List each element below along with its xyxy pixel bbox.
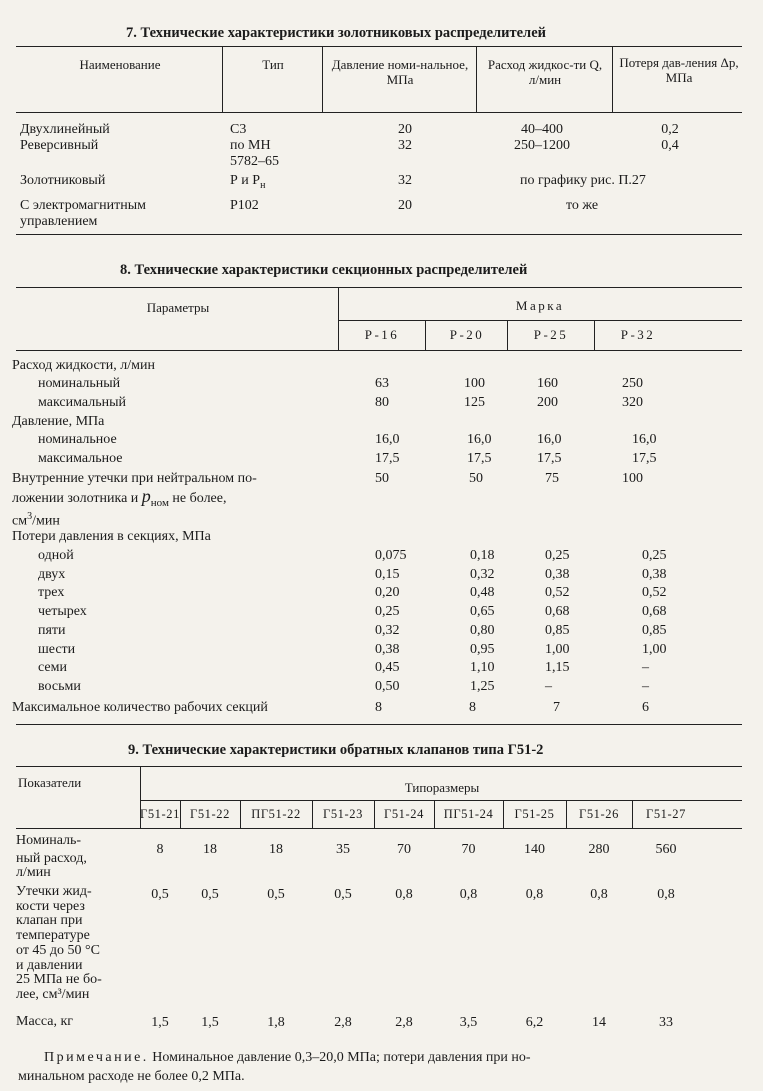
table8-flow-max-p16: 80 [375,395,389,410]
table8-loss-row-label: шести [38,641,76,657]
table9-model-header: Г51-23 [323,807,363,821]
table8-leak-p25: 75 [545,471,559,486]
table8-loss-row-value: 0,38 [642,566,667,582]
table8-loss-row-value: 0,52 [642,585,667,601]
table8-pressure-max-p25: 17,5 [537,451,562,466]
table7-row3-type [230,172,265,194]
table8-leak-unit-sup: 3 [27,511,33,522]
table8-loss-row-value: 0,18 [470,548,495,563]
table8-leak-p32: 100 [622,471,643,486]
table8-loss-row-value: 0,48 [470,585,495,601]
table8-pressure-nominal-p16: 16,0 [375,432,400,447]
table7-row4-span: то же [566,198,599,213]
table9-header-sizes: Типоразмеры [404,780,480,795]
table8-loss-row-value: 0,25 [545,548,570,563]
footnote-text-1: Номинальное давление 0,3–20,0 МПа; потери давления при но- [152,1050,531,1065]
table8-leak-unit: см [12,513,28,529]
table7-row1-name: Двухлинейный [20,122,110,137]
table8-loss-row-value: 0,68 [642,604,667,620]
table9-model-header: Г51-21 [140,807,180,821]
table8-divider [594,320,595,350]
table8-flow-nominal-p16: 63 [375,376,389,391]
table8-divider [338,287,339,350]
table8-divider [425,320,426,350]
table7-header-name: Наименование [79,57,161,72]
table9-row-value: 35 [336,842,350,857]
table8-loss-row-value: 0,38 [375,641,400,657]
table9-model-header: Г51-24 [384,807,424,821]
table9-row-value: 2,8 [395,1015,413,1030]
table8-leak-line2-text: ложении золотника и [12,491,139,506]
table7-bottom-rule [16,234,742,235]
table9-row-label-line: от 45 до 50 °С [16,942,100,958]
table9-row-value: 14 [592,1015,606,1030]
table9-row-value: 18 [269,842,283,857]
table8-brand-p16: Р-16 [364,327,400,342]
table8-loss-row-value: – [642,678,649,694]
table8-loss-row-value: 0,68 [545,604,570,620]
table8-loss-row-value: – [545,678,552,694]
table9-row-value: 0,8 [590,887,608,902]
table7-divider [612,46,613,112]
table9-row-label-line: температуре [16,928,90,944]
table9-row-value: 0,8 [459,887,478,902]
table8-loss-row-label: семи [38,660,67,676]
table8-loss-row-value: 1,15 [545,660,570,676]
table7-header-flow: Расход жидкос-ти Q, л/мин [487,57,603,87]
table9-row-value: 0,5 [267,887,285,902]
table8-loss-row-value: 0,32 [470,566,495,582]
table8-loss-row-value: 0,075 [375,548,407,563]
table7-header-rule [16,112,742,113]
table7-header-loss: Потеря дав-ления Δp, МПа [619,55,739,85]
table7-top-rule [16,46,742,47]
table8-pressure-max-label: максимальное [38,451,123,466]
table9-row-value: 1,5 [151,1015,169,1030]
table9-row-label-line: Утечки жид- [16,884,92,899]
table7-row2-type: по МН [230,138,271,153]
table8-header-params: Параметры [146,300,210,315]
table9-title: 9. Технические характеристики обратных клапанов типа Г51-2 [128,742,544,758]
table8-loss-row-value: 0,32 [375,622,400,638]
table8-max-label: Максимальное количество рабочих секций [12,700,268,715]
table8-leak-line2-tail: не более, [172,491,227,506]
table8-leak-p16: 50 [375,471,389,486]
table8-header-rule [16,350,742,351]
table9-sizes-rule [140,800,742,801]
table8-pressure-max-p20: 17,5 [467,451,492,466]
table9-row-value: 560 [655,842,677,857]
table8-flow-max-label: максимальный [38,395,126,410]
table8-max-p20: 8 [469,700,476,715]
table8-loss-row-label: двух [38,566,66,582]
table8-loss-row-label: трех [38,585,65,601]
table9-row-value: 70 [461,842,476,857]
table8-brand-p32: Р-32 [620,327,656,342]
table7-row2-loss: 0,4 [661,138,679,153]
table8-max-p32: 6 [642,700,649,715]
table9-row-value: 3,5 [459,1015,478,1030]
table9-header-indicators: Показатели [18,775,82,790]
table9-row-label-line: Номиналь- [16,833,82,848]
table7-row4-name: С электромагнитным [20,198,147,213]
table9-row-label-line: лее, см³/мин [16,986,90,1002]
table8-brand-p20: Р-20 [449,327,485,342]
table8-leak-p-sub: ном [150,496,169,509]
table9-row-label-line: 25 МПа не бо- [16,972,102,988]
table7-divider [322,46,323,112]
table7-row3-type-sub: н [260,179,266,191]
table9-row-value: 0,5 [334,887,352,902]
table8-loss-row-value: 0,38 [545,566,570,582]
table8-pressure-label: Давление, МПа [12,414,105,429]
table9-row-value: 8 [156,842,164,857]
table7-title: 7. Технические характеристики золотниковых распределителей [126,25,546,41]
table8-top-rule [16,287,742,288]
table8-loss-row-label: восьми [38,678,81,694]
table7-row3-type-main: Р и Р [230,173,261,188]
table8-max-p16: 8 [375,700,382,715]
footnote-heading: Примечание. [44,1050,149,1065]
table7-row1-pressure: 20 [398,122,412,137]
table9-model-header: Г51-22 [190,807,230,821]
table9-row-value: 2,8 [334,1015,352,1030]
table9-row-value: 0,8 [525,887,544,902]
table7-row3-pressure: 32 [398,173,412,188]
table8-leak-p20: 50 [469,471,483,486]
table8-max-p25: 7 [553,700,560,715]
table9-model-header: Г51-25 [514,807,555,821]
table8-bottom-rule [16,724,742,725]
table8-loss-row-value: 0,45 [375,660,400,676]
table8-flow-max-p25: 200 [537,395,558,410]
table8-flow-nominal-label: номинальный [38,376,121,391]
table8-flow-max-p20: 125 [464,395,485,410]
table9-row-value: 0,5 [201,887,219,902]
table8-loss-row-value: 0,25 [375,604,400,620]
table7-row2-name: Реверсивный [20,138,99,153]
table7-row2-type-line2: 5782–65 [230,154,279,169]
table9-row-value: 33 [659,1015,673,1030]
table9-row-value: 6,2 [525,1015,544,1030]
table7-row1-loss: 0,2 [661,122,679,137]
table8-divider [507,320,508,350]
table8-loss-row-value: 0,15 [375,566,400,582]
table9-row-value: 1,8 [267,1015,285,1030]
table7-row4-pressure: 20 [398,198,412,213]
table8-loss-row-value: 0,85 [545,622,570,638]
table9-header-rule [16,828,742,829]
table7-divider [222,46,223,112]
table8-leak-unit-tail: /мин [32,513,60,529]
table8-loss-row-value: 0,85 [642,622,667,638]
table9-row-label-line: л/мин [16,865,51,881]
table9-row-label-line: и давлении [16,957,83,973]
table8-flow-max-p32: 320 [622,395,643,410]
table9-row-value: 1,5 [201,1015,219,1030]
table8-loss-row-value: 0,20 [375,585,400,601]
table8-loss-row-value: 0,80 [470,622,495,638]
table8-brand-p25: Р-25 [533,327,569,342]
table7-divider [476,46,477,112]
table8-loss-row-value: 0,65 [470,604,495,620]
table7-row1-type: С3 [230,122,247,137]
table8-flow-label: Расход жидкости, л/мин [12,358,155,373]
table8-pressure-max-p32: 17,5 [632,451,657,466]
table7-header-pressure: Давление номи-нальное, МПа [331,57,469,87]
table9-model-header: ПГ51-22 [251,807,301,821]
table8-loss-row-value: 1,00 [642,641,667,657]
table8-leak-line3 [12,508,60,530]
table8-leak-p-symbol: p [141,486,151,506]
footnote-line2: минальном расходе не более 0,2 МПа. [18,1069,245,1084]
table8-leak-line1: Внутренние утечки при нейтральном по- [12,471,257,486]
table8-pressure-max-p16: 17,5 [375,451,400,466]
table9-model-header: Г51-27 [646,807,686,821]
table8-pressure-nominal-label: номинальное [38,432,117,447]
table8-loss-row-value: 1,10 [470,660,495,676]
table8-pressure-nominal-p20: 16,0 [467,432,492,447]
table8-loss-row-value: – [642,660,649,676]
table7-row4-type: Р102 [230,198,259,213]
table9-row-value: 280 [588,842,610,857]
footnote-line1 [44,1048,744,1067]
table9-row-label-line: Масса, кг [16,1014,74,1029]
table9-row-value: 0,8 [395,887,413,902]
table9-row-label-line: кости через [16,898,85,914]
table8-brand-rule [338,320,742,321]
table9-row-value: 18 [203,842,217,857]
table8-loss-label: Потери давления в секциях, МПа [12,529,211,544]
table9-top-rule [16,766,742,767]
table8-loss-row-value: 1,00 [545,641,570,657]
table9-row-value: 0,5 [151,887,169,902]
table7-row2-pressure: 32 [398,138,412,153]
table8-loss-row-value: 0,52 [545,585,570,601]
table8-header-brand: Марка [515,298,565,313]
table9-row-label-line: клапан при [16,913,83,929]
table8-loss-row-value: 0,25 [642,548,667,563]
table7-row2-flow: 250–1200 [514,138,570,153]
table7-row4-name-line2: управлением [20,214,98,229]
table9-model-header: Г51-26 [579,807,619,821]
table9-row-value: 140 [524,842,545,857]
table8-pressure-nominal-p25: 16,0 [537,432,562,447]
table7-header-type: Тип [262,57,284,72]
table8-loss-row-value: 1,25 [470,678,495,694]
table7-row3-name: Золотниковый [20,173,106,188]
table9-row-value: 70 [397,842,411,857]
table8-loss-row-label: пяти [38,622,66,638]
table8-flow-nominal-p25: 160 [537,376,558,391]
table8-flow-nominal-p20: 100 [464,376,485,391]
table7-row3-span: по графику рис. П.27 [520,173,646,188]
table8-loss-row-value: 0,50 [375,678,400,694]
table8-pressure-nominal-p32: 16,0 [632,432,657,447]
table9-row-label-line: ный расход, [16,850,87,866]
table8-flow-nominal-p32: 250 [622,376,643,391]
table8-loss-row-label: одной [38,548,74,563]
table8-loss-row-value: 0,95 [470,641,495,657]
table8-loss-row-label: четырех [38,604,87,620]
table7-row1-flow: 40–400 [521,122,563,137]
table9-model-header: ПГ51-24 [443,807,494,821]
table8-title: 8. Технические характеристики секционных распределителей [120,262,528,278]
table9-row-value: 0,8 [657,887,675,902]
